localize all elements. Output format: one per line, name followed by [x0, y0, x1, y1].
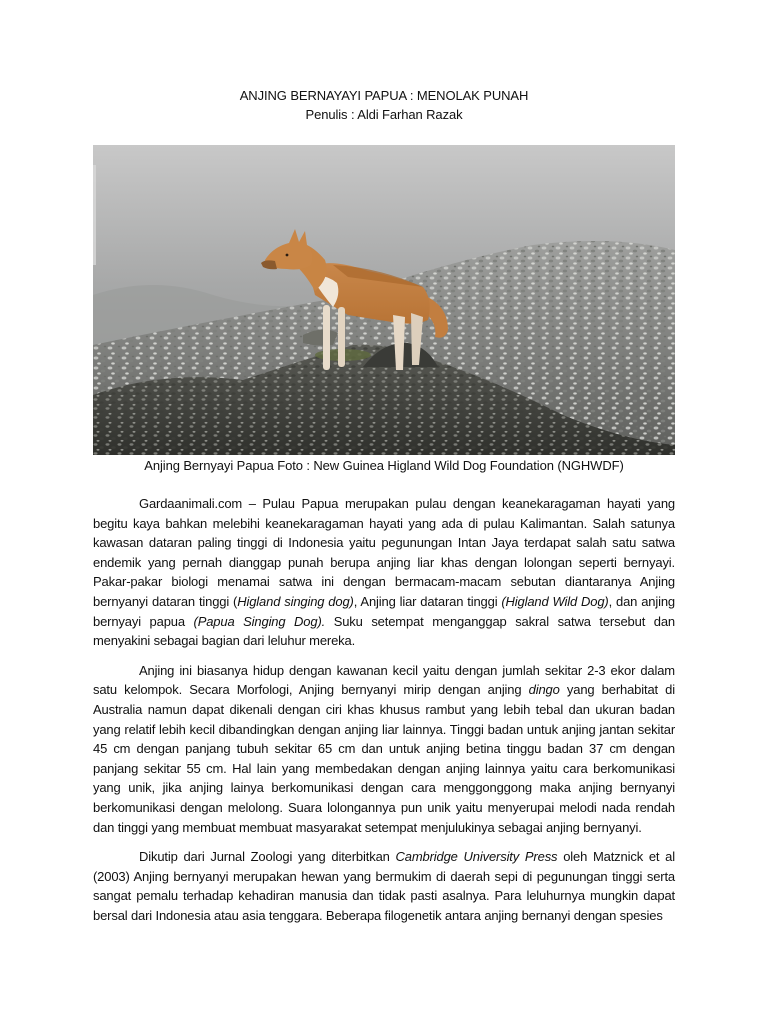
paragraph — [93, 847, 675, 925]
text-run: , dan anjing bernyayi papua — [93, 593, 675, 629]
paragraph — [93, 661, 675, 837]
text-run: Suku setempat menganggap sakral satwa tersebut dan menyakini sebagai bagian dari leluhur mereka. — [93, 613, 675, 649]
text-run: yang berhabitat di Australia namun dapat dikenali dengan ciri khas khusus rambut yang lebih tebal dan ukuran badan yang relatif lebih kecil dibandingkan dengan anjing liar lainnya. Tinggi badan untuk anjing jantan sekitar 45 cm dengan panjang tubuh sekitar 65 cm dan untuk anjing betina tinggu badan 37 cm dengan panjang sekitar 55 cm. Hal lain yang membedakan dengan anjing lainnya yaitu cara berkomunikasi yang unik, jika anjing lainya berkomunikasi dengan cara menggonggong maka anjing bernyanyi berkomunikasi dengan melolong. Suara lolongannya pun unik yaitu menyerupai melodi nada rendah dan tinggi yang membuat membuat masyarakat setempat menjulukinya sebagai anjing bernyanyi. — [93, 682, 675, 835]
text-run: , Anjing liar dataran tinggi — [353, 593, 502, 609]
text-run: oleh Matznick et al (2003) Anjing bernyanyi merupakan hewan yang bermukim di daerah sepi di pegunungan tinggi serta sangat pemalu terhadap kehadiran manusia dan tidak pasti asalnya. Para leluhurnya mungkin dapat bersal dari Indonesia atau asia tenggara. Beberapa filogenetik antara anjing bernanyi dengan spesies — [93, 849, 675, 923]
figure-caption: Anjing Bernyayi Papua Foto : New Guinea Higland Wild Dog Foundation (NGHWDF) — [144, 458, 624, 473]
paragraph — [93, 494, 675, 651]
document-author: Penulis : Aldi Farhan Razak — [305, 107, 463, 122]
dog-on-rocky-mountain-photo — [93, 145, 675, 455]
article-body — [93, 494, 675, 935]
italic-text-run: dingo — [528, 682, 560, 698]
text-run: Gardaanimali.com – Pulau Papua merupakan pulau dengan keanekaragaman hayati yang begitu kaya bahkan melebihi keanekaragaman hayati yang ada di pulau Kalimantan. Salah satunya kawasan dataran paling tinggi di Indonesia yaitu pegunungan Intan Jaya terdapat salah satu satwa endemik yang pernah dianggap punah berupa anjing liar khas dengan lolongan seperti bernyayi. Pakar-pakar biologi menamai satwa ini dengan bermacam-macam sebutan diantaranya Anjing bernyanyi dataran tinggi ( — [93, 496, 675, 609]
text-run: Anjing ini biasanya hidup dengan kawanan kecil yaitu dengan jumlah sekitar 2-3 ekor dalam satu kelompok. Secara Morfologi, Anjing bernyanyi mirip dengan anjing — [93, 662, 675, 698]
italic-text-run: Cambridge University Press — [395, 849, 558, 865]
italic-text-run: Higland singing dog) — [237, 593, 354, 609]
text-run: Dikutip dari Jurnal Zoologi yang diterbitkan — [139, 849, 396, 865]
italic-text-run: (Higland Wild Dog) — [501, 593, 609, 609]
italic-text-run: (Papua Singing Dog). — [193, 613, 326, 629]
document-title: ANJING BERNAYAYI PAPUA : MENOLAK PUNAH — [239, 88, 529, 103]
